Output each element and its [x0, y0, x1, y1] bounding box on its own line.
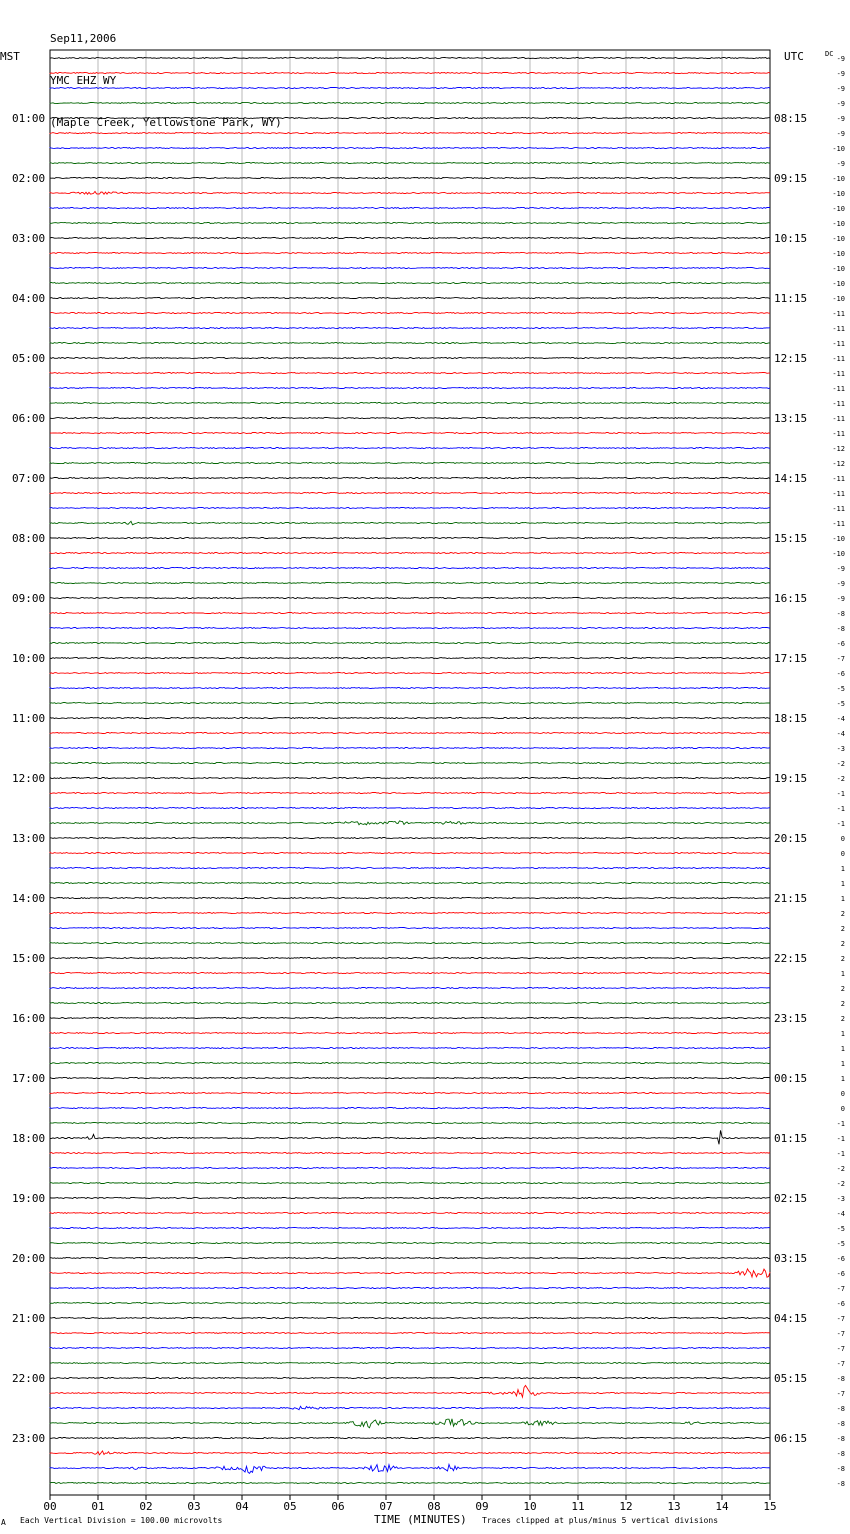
x-tick-label: 06	[331, 1500, 345, 1513]
dc-offset-value: 1	[840, 1060, 845, 1068]
dc-offset-value: -11	[832, 505, 845, 513]
trace-33	[50, 553, 770, 554]
dc-offset-value: -11	[832, 370, 845, 378]
utc-time-label: 10:15	[774, 232, 808, 245]
dc-offset-value: -9	[836, 130, 845, 138]
dc-offset-value: -9	[836, 85, 845, 93]
dc-offset-value: -10	[832, 550, 845, 558]
mst-time-label: 10:00	[12, 652, 46, 665]
mst-time-label: 04:00	[12, 292, 46, 305]
dc-offset-value: -8	[836, 610, 845, 618]
trace-41	[50, 673, 770, 674]
trace-3	[50, 103, 770, 104]
trace-9	[50, 191, 770, 194]
trace-93	[50, 1451, 770, 1455]
dc-offset-value: -9	[836, 115, 845, 123]
dc-offset-value: -1	[836, 790, 845, 798]
trace-74	[50, 1168, 770, 1169]
dc-offset-value: -3	[836, 745, 845, 753]
trace-64	[50, 1018, 770, 1019]
dc-offset-value: -4	[836, 1210, 845, 1218]
trace-87	[50, 1363, 770, 1364]
trace-group	[50, 58, 770, 1484]
dc-offset-value: -8	[836, 625, 845, 633]
trace-2	[50, 88, 770, 89]
dc-offset-value: -11	[832, 355, 845, 363]
utc-time-label: 00:15	[774, 1072, 808, 1085]
utc-time-label: 14:15	[774, 472, 808, 485]
trace-53	[50, 853, 770, 854]
dc-offset-value: 2	[840, 1015, 845, 1023]
dc-offset-value: -10	[832, 145, 845, 153]
dc-offset-value: 2	[840, 1000, 845, 1008]
x-tick-label: 10	[523, 1500, 537, 1513]
dc-offset-value: -10	[832, 295, 845, 303]
dc-offset-value: -7	[836, 1285, 845, 1293]
utc-time-label: 23:15	[774, 1012, 808, 1025]
mst-time-label: 17:00	[12, 1072, 46, 1085]
dc-offset-value: -8	[836, 1435, 845, 1443]
mst-time-label: 20:00	[12, 1252, 46, 1265]
dc-offset-value: 1	[840, 880, 845, 888]
dc-offset-value: 2	[840, 940, 845, 948]
dc-offset-value: -7	[836, 1330, 845, 1338]
dc-offset-value: -8	[836, 1420, 845, 1428]
dc-offset-value: 1	[840, 970, 845, 978]
trace-95	[50, 1483, 770, 1484]
dc-offset-value: -4	[836, 715, 845, 723]
dc-offset-value: 2	[840, 925, 845, 933]
trace-38	[50, 628, 770, 629]
trace-26	[50, 448, 770, 449]
trace-72	[50, 1130, 770, 1144]
utc-time-label: 19:15	[774, 772, 808, 785]
dc-offset-value: -6	[836, 1255, 845, 1263]
corner-mark: A	[1, 1518, 6, 1527]
trace-89	[50, 1385, 770, 1397]
trace-90	[50, 1406, 770, 1409]
mst-time-label: 18:00	[12, 1132, 46, 1145]
trace-50	[50, 808, 770, 809]
station-code: YMC EHZ WY	[50, 74, 117, 87]
division-note: Each Vertical Division = 100.00 microvolts	[20, 1516, 223, 1525]
trace-59	[50, 943, 770, 944]
dc-offset-value: -7	[836, 1360, 845, 1368]
x-tick-label: 01	[91, 1500, 105, 1513]
x-tick-label: 04	[235, 1500, 249, 1513]
mst-time-label: 02:00	[12, 172, 46, 185]
trace-5	[50, 133, 770, 134]
utc-time-label: 20:15	[774, 832, 808, 845]
mst-time-label: 21:00	[12, 1312, 46, 1325]
trace-11	[50, 223, 770, 224]
trace-25	[50, 433, 770, 434]
trace-67	[50, 1063, 770, 1064]
mst-time-label: 19:00	[12, 1192, 46, 1205]
dc-offset-value: -10	[832, 190, 845, 198]
trace-52	[50, 838, 770, 839]
trace-70	[50, 1108, 770, 1109]
trace-8	[50, 178, 770, 179]
dc-offset-value: 0	[840, 835, 845, 843]
trace-66	[50, 1048, 770, 1049]
dc-offset-value: -11	[832, 310, 845, 318]
trace-60	[50, 958, 770, 959]
utc-time-label: 11:15	[774, 292, 808, 305]
trace-32	[50, 538, 770, 539]
trace-75	[50, 1183, 770, 1184]
trace-37	[50, 613, 770, 614]
dc-offset-value: 1	[840, 865, 845, 873]
trace-6	[50, 148, 770, 149]
trace-76	[50, 1198, 770, 1199]
trace-36	[50, 598, 770, 599]
dc-offset-value: -11	[832, 340, 845, 348]
utc-time-label: 02:15	[774, 1192, 808, 1205]
dc-offset-value: -9	[836, 55, 845, 63]
trace-65	[50, 1033, 770, 1034]
mst-labels	[12, 112, 45, 1445]
dc-offset-value: -5	[836, 1225, 845, 1233]
trace-79	[50, 1243, 770, 1244]
dc-offset-value: -11	[832, 415, 845, 423]
record-date: Sep11,2006	[50, 32, 117, 45]
dc-offset-value: 1	[840, 1075, 845, 1083]
x-tick-label: 11	[571, 1500, 585, 1513]
utc-time-label: 22:15	[774, 952, 808, 965]
trace-18	[50, 328, 770, 329]
dc-offset-value: 0	[840, 1090, 845, 1098]
utc-time-label: 05:15	[774, 1372, 808, 1385]
mst-time-label: 12:00	[12, 772, 46, 785]
dc-offset-value: 2	[840, 910, 845, 918]
mst-time-label: 11:00	[12, 712, 46, 725]
dc-offset-value: -12	[832, 445, 845, 453]
dc-offset-value: -9	[836, 100, 845, 108]
dc-offset-value: 2	[840, 955, 845, 963]
dc-offset-value: -6	[836, 670, 845, 678]
mst-time-label: 03:00	[12, 232, 46, 245]
x-tick-label: 15	[763, 1500, 777, 1513]
mst-time-label: 06:00	[12, 412, 46, 425]
mst-time-label: 09:00	[12, 592, 46, 605]
trace-57	[50, 913, 770, 914]
dc-offset-value: -10	[832, 280, 845, 288]
trace-46	[50, 748, 770, 749]
trace-34	[50, 568, 770, 569]
trace-91	[50, 1419, 770, 1428]
trace-45	[50, 733, 770, 734]
clip-note: Traces clipped at plus/minus 5 vertical divisions	[482, 1516, 719, 1525]
utc-time-label: 17:15	[774, 652, 808, 665]
dc-offset-value: -2	[836, 1180, 845, 1188]
trace-77	[50, 1213, 770, 1214]
dc-offset-value: -4	[836, 730, 845, 738]
dc-offset-value: -6	[836, 1270, 845, 1278]
utc-time-label: 18:15	[774, 712, 808, 725]
trace-82	[50, 1288, 770, 1289]
x-tick-label: 05	[283, 1500, 297, 1513]
trace-31	[50, 521, 770, 525]
trace-40	[50, 658, 770, 659]
x-tick-label: 14	[715, 1500, 729, 1513]
mst-time-label: 23:00	[12, 1432, 46, 1445]
dc-offset-value: -1	[836, 1135, 845, 1143]
dc-offset-value: -5	[836, 1240, 845, 1248]
utc-time-label: 12:15	[774, 352, 808, 365]
trace-29	[50, 493, 770, 494]
trace-35	[50, 583, 770, 584]
utc-time-label: 15:15	[774, 532, 808, 545]
minute-gridlines	[50, 50, 770, 1495]
trace-16	[50, 298, 770, 299]
trace-63	[50, 1003, 770, 1004]
trace-73	[50, 1153, 770, 1154]
trace-84	[50, 1318, 770, 1319]
dc-offset-value: -7	[836, 1345, 845, 1353]
dc-offset-value: -8	[836, 1480, 845, 1488]
trace-13	[50, 253, 770, 254]
dc-offset-value: 0	[840, 850, 845, 858]
mst-time-label: 16:00	[12, 1012, 46, 1025]
x-axis	[43, 1495, 776, 1513]
trace-80	[50, 1258, 770, 1259]
mst-time-label: 07:00	[12, 472, 46, 485]
x-axis-title: TIME (MINUTES)	[374, 1513, 467, 1526]
dc-offset-value: -1	[836, 1120, 845, 1128]
dc-offset-value: -8	[836, 1375, 845, 1383]
dc-offset-value: -6	[836, 640, 845, 648]
trace-78	[50, 1228, 770, 1229]
x-tick-label: 09	[475, 1500, 489, 1513]
trace-47	[50, 763, 770, 764]
dc-offset-value: -11	[832, 400, 845, 408]
trace-30	[50, 508, 770, 509]
x-tick-label: 02	[139, 1500, 153, 1513]
trace-4	[50, 118, 770, 119]
dc-offset-value: -9	[836, 70, 845, 78]
dc-offset-value: -5	[836, 700, 845, 708]
dc-offset-value: -10	[832, 235, 845, 243]
dc-offset-value: -8	[836, 1450, 845, 1458]
trace-12	[50, 238, 770, 239]
dc-offset-value: -2	[836, 1165, 845, 1173]
dc-offset-value: -11	[832, 520, 845, 528]
utc-zone-label: UTC	[784, 50, 804, 63]
dc-offset-value: -9	[836, 565, 845, 573]
x-tick-label: 07	[379, 1500, 393, 1513]
trace-39	[50, 643, 770, 644]
trace-22	[50, 388, 770, 389]
utc-time-label: 16:15	[774, 592, 808, 605]
trace-56	[50, 898, 770, 899]
dc-offset-value: -7	[836, 1315, 845, 1323]
dc-offset-labels	[832, 55, 845, 1488]
trace-81	[50, 1269, 770, 1277]
trace-27	[50, 463, 770, 464]
x-tick-label: 08	[427, 1500, 441, 1513]
dc-header-label: DC	[825, 50, 834, 58]
dc-offset-value: 1	[840, 1030, 845, 1038]
dc-offset-value: -12	[832, 460, 845, 468]
trace-69	[50, 1093, 770, 1094]
mst-time-label: 22:00	[12, 1372, 46, 1385]
plot-frame	[50, 50, 770, 1495]
utc-time-label: 06:15	[774, 1432, 808, 1445]
trace-42	[50, 688, 770, 689]
utc-time-label: 21:15	[774, 892, 808, 905]
station-location: (Maple Creek, Yellowstone Park, WY)	[50, 116, 282, 129]
trace-14	[50, 268, 770, 269]
trace-7	[50, 163, 770, 164]
trace-71	[50, 1123, 770, 1124]
dc-offset-value: -10	[832, 220, 845, 228]
dc-offset-value: -10	[832, 265, 845, 273]
trace-24	[50, 418, 770, 419]
dc-offset-value: -10	[832, 535, 845, 543]
mst-time-label: 01:00	[12, 112, 46, 125]
utc-time-label: 01:15	[774, 1132, 808, 1145]
dc-offset-value: -1	[836, 1150, 845, 1158]
x-tick-label: 13	[667, 1500, 681, 1513]
trace-0	[50, 58, 770, 59]
dc-offset-value: -1	[836, 805, 845, 813]
dc-offset-value: -1	[836, 820, 845, 828]
utc-time-label: 03:15	[774, 1252, 808, 1265]
dc-offset-value: 2	[840, 985, 845, 993]
mst-time-label: 14:00	[12, 892, 46, 905]
dc-offset-value: -3	[836, 1195, 845, 1203]
dc-offset-value: -7	[836, 1390, 845, 1398]
trace-51	[50, 821, 770, 825]
mst-time-label: 15:00	[12, 952, 46, 965]
trace-20	[50, 358, 770, 359]
dc-offset-value: -11	[832, 490, 845, 498]
x-tick-label: 00	[43, 1500, 57, 1513]
mst-time-label: 05:00	[12, 352, 46, 365]
trace-17	[50, 313, 770, 314]
dc-offset-value: -9	[836, 160, 845, 168]
trace-23	[50, 403, 770, 404]
dc-offset-value: -9	[836, 595, 845, 603]
dc-offset-value: -10	[832, 250, 845, 258]
trace-19	[50, 343, 770, 344]
dc-offset-value: -8	[836, 1405, 845, 1413]
mst-time-label: 13:00	[12, 832, 46, 845]
dc-offset-value: 0	[840, 1105, 845, 1113]
dc-offset-value: -10	[832, 175, 845, 183]
dc-offset-value: -7	[836, 655, 845, 663]
trace-92	[50, 1438, 770, 1439]
utc-time-label: 04:15	[774, 1312, 808, 1325]
trace-43	[50, 703, 770, 704]
x-tick-label: 12	[619, 1500, 633, 1513]
trace-10	[50, 208, 770, 209]
dc-offset-value: 1	[840, 895, 845, 903]
trace-58	[50, 928, 770, 929]
mst-zone-label: MST	[0, 50, 20, 63]
trace-15	[50, 283, 770, 284]
dc-offset-value: -5	[836, 685, 845, 693]
mst-time-label: 08:00	[12, 532, 46, 545]
trace-88	[50, 1378, 770, 1379]
utc-time-label: 13:15	[774, 412, 808, 425]
dc-offset-value: -10	[832, 205, 845, 213]
dc-offset-value: 1	[840, 1045, 845, 1053]
dc-offset-value: -2	[836, 760, 845, 768]
trace-28	[50, 478, 770, 479]
trace-49	[50, 793, 770, 794]
dc-offset-value: -2	[836, 775, 845, 783]
utc-time-label: 08:15	[774, 112, 808, 125]
dc-offset-value: -11	[832, 475, 845, 483]
trace-44	[50, 718, 770, 719]
dc-offset-value: -8	[836, 1465, 845, 1473]
trace-48	[50, 778, 770, 779]
trace-61	[50, 973, 770, 974]
dc-offset-value: -6	[836, 1300, 845, 1308]
trace-83	[50, 1303, 770, 1304]
trace-85	[50, 1333, 770, 1334]
trace-55	[50, 883, 770, 884]
dc-offset-value: -9	[836, 580, 845, 588]
dc-offset-value: -11	[832, 325, 845, 333]
trace-54	[50, 868, 770, 869]
dc-offset-value: -11	[832, 385, 845, 393]
utc-time-label: 09:15	[774, 172, 808, 185]
x-tick-label: 03	[187, 1500, 201, 1513]
trace-94	[50, 1464, 770, 1473]
trace-86	[50, 1348, 770, 1349]
trace-1	[50, 73, 770, 74]
trace-21	[50, 373, 770, 374]
trace-68	[50, 1078, 770, 1079]
trace-62	[50, 988, 770, 989]
utc-labels	[774, 112, 807, 1445]
dc-offset-value: -11	[832, 430, 845, 438]
